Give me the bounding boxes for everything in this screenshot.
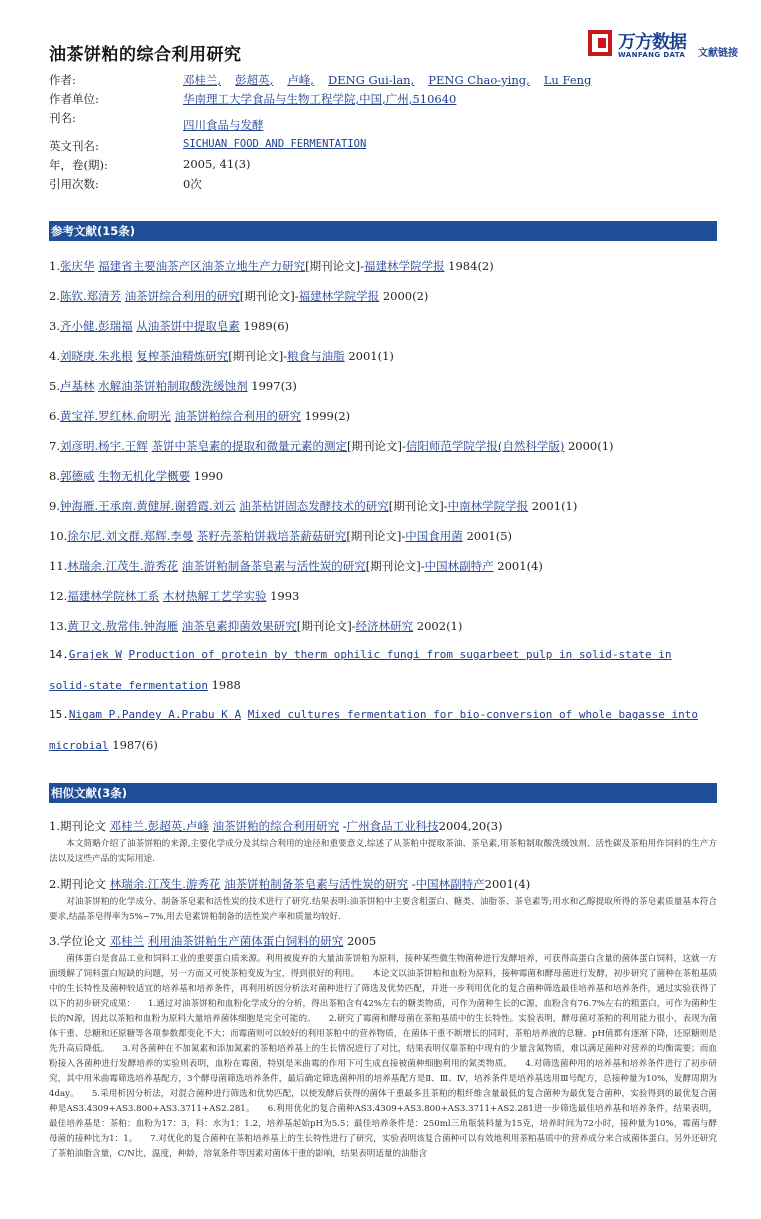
ref-num: 10.	[49, 529, 68, 543]
ref-title[interactable]: Production of protein by therm ophilic fungi from sugarbeet pulp in solid-state in	[128, 648, 672, 661]
similar-abstract: 菌体蛋白是食品工业和饲料工业的重要蛋白质来源。利用被废弃的大量油茶饼粕为原料，接种某些微生物菌种进行发酵培养，可获得高蛋白含量的菌体蛋白饲料，这就一方面缓解了饲料蛋白短缺的问题，另一方面又可使茶粕变废为宝，得到很好的利用。 本论文以油茶饼粕和血粉为原料，接种霉菌和酵母菌进行发酵，初步研究了菌种在茶粕基质中的生长特性及菌种较适宜的培养基和培养条件，再利用析因分析法对菌种进行了筛选及优势匹配，并进一步利用优化的复合菌种筛选最佳培养基和培养条件，通过实验获得了以下的初步研究成果： 1.通过对油茶饼粕和血粉化学成分的分析，得出茶粕含有42%左右的糖类物质，可作为菌种生长的C源，血粉含有76.7%左右的粗蛋白，可作为菌种生长的N源，因此以茶粕和血粉为原料大量培养菌体细胞是完全可能的。 2.研究了霉菌和酵母菌在茶粕基质中的生长特性。实验表明，酵母菌对茶粕的利用能力很小，表现为菌体干重、总糖和还原糖等各项参数都变化不大；而霉菌则可以较好的利用茶粕中的营养物质，在菌体干重不断增长的同时，茶粕培养液的总糖、pH值都有逐渐下降，还原糖则是先升高后降低。 3.对各菌种在不加氮素和添加氮素的茶粕培养基上的生长情况进行了对比，结果表明仅靠茶粕中现有的少量含氮物质，难以满足菌种对营养的均衡需要；而血粉接入各菌种进行发酵培养的实验则表明，血粉在霉菌，特别是米曲霉的作用下可生成直接被菌种细胞利用的氮类物质。 4.对筛选菌种用的培养基和培养条件进行了初步研究，其中用米曲霉筛选培养基配方，3个酵母菌筛选培养条件，最后确定筛选菌种用的培养基配方是Ⅱ、Ⅲ、Ⅳ，培养条件是培养基选用Ⅲ号配方，总接种量为10%，发酵周期为4day。 5.采用析因分析法，对混合菌种进行筛选和优势匹配，以使发酵后获得的菌体干重最多且茶粕的粗纤维含量最低的复合菌种为最优复合菌种，实验得到的最优复合菌种是AS3.4309+AS3.800+AS3.3711+AS2.281。 6.利用优化的复合菌种AS3.4309+AS3.800+AS3.3711+AS2.281进一步筛选最佳培养基和培养条件，结果表明，最佳培养基是：茶粕：血粉为17：3，料：水为1：1.2，培养基起始pH为5.5；最佳培养条件是：250ml三角瓶装料量为15克，培养时间为72小时，接种量为10%，霉菌与酵母菌的接种比为1：1。 7.对优化的复合菌种在茶粕培养基上的生长特性进行了研究，实验表明该复合菌种可以有效地利用茶粕基质中的营养成分来合成菌体蛋白。另外还研究了茶粕油脂含量，C/N比，温度，种龄，溶氧条件等因素对菌体干重的影响，结果表明适量的油脂含	[49, 954, 717, 1159]
reference-item	[49, 588, 299, 604]
sim-tail: 2005	[346, 934, 377, 948]
references-header: 参考文献(15条)	[49, 221, 717, 241]
sim-type: 期刊论文	[59, 819, 106, 833]
ref-tail: 1997(3)	[251, 379, 297, 393]
wanfang-logo[interactable]	[588, 30, 748, 64]
reference-item	[49, 318, 289, 334]
author-label: 作者:	[49, 73, 76, 87]
reference-item	[49, 618, 462, 634]
ref-journal[interactable]: 信阳师范学院学报(自然科学版)	[405, 439, 565, 453]
ref-type: [期刊论文]	[346, 439, 402, 453]
ref-journal[interactable]: 粮食与油脂	[287, 349, 345, 363]
en-journal-label: 英文刊名:	[49, 139, 99, 153]
sim-title[interactable]: 油茶饼粕制备茶皂素与活性炭的研究	[224, 877, 409, 891]
reference-item-cont	[49, 738, 158, 752]
ref-journal[interactable]: 福建林学院学报	[298, 289, 380, 303]
cite-label: 引用次数:	[49, 177, 99, 191]
sim-tail: 2004,20(3)	[438, 819, 503, 833]
reference-item	[49, 528, 512, 544]
ref-title[interactable]: 生物无机化学概要	[98, 469, 191, 483]
ref-type: [期刊论文]	[346, 529, 402, 543]
similar-item-head	[49, 933, 717, 949]
ref-journal[interactable]: 中国食用菌	[405, 529, 463, 543]
reference-item	[49, 408, 350, 424]
ref-title[interactable]: 油茶饼粕制备茶皂素与活性炭的研究	[181, 559, 366, 573]
ref-title[interactable]: 油茶皂素抑菌效果研究	[181, 619, 297, 633]
ref-tail: 2001(1)	[531, 499, 578, 513]
ref-title[interactable]: 水解油茶饼粕制取酸洗缓蚀剂	[98, 379, 248, 393]
reference-item	[49, 438, 614, 454]
similar-item-head	[49, 876, 717, 892]
sim-journal[interactable]: 中国林副特产	[415, 877, 485, 891]
ref-title[interactable]: 福建省主要油茶产区油茶立地生产力研究	[98, 259, 306, 273]
ref-sep: -	[294, 289, 299, 303]
literature-link[interactable]: 文献链接	[698, 48, 738, 59]
ref-num: 3.	[49, 319, 60, 333]
ref-journal[interactable]: 中南林学院学报	[447, 499, 529, 513]
ref-title[interactable]: 茶饼中茶皂素的提取和微量元素的测定	[151, 439, 347, 453]
affiliation-label: 作者单位:	[49, 92, 99, 106]
year-label: 年，卷(期):	[49, 158, 108, 172]
author-link[interactable]: Lu Feng	[543, 73, 592, 87]
ref-type: [期刊论文]	[239, 289, 295, 303]
ref-authors[interactable]: 林瑞余.江茂生.游秀花	[67, 559, 179, 573]
similar-item	[49, 818, 717, 867]
ref-num: 5.	[49, 379, 60, 393]
reference-item	[49, 648, 672, 661]
ref-tail: 2001(5)	[466, 529, 513, 543]
ref-num: 12.	[49, 589, 68, 603]
ref-authors[interactable]: 张庆华	[59, 259, 95, 273]
page-title: 油茶饼粕的综合利用研究	[49, 45, 242, 65]
ref-title[interactable]: 油茶饼粕综合利用的研究	[174, 409, 301, 423]
reference-item	[49, 378, 297, 394]
ref-tail: 1987(6)	[112, 738, 158, 752]
ref-num: 6.	[49, 409, 60, 423]
ref-authors[interactable]: 齐小健.彭瑞福	[59, 319, 133, 333]
ref-journal[interactable]: 福建林学院学报	[364, 259, 445, 273]
journal-link[interactable]: 四川食品与发酵	[183, 118, 264, 132]
ref-num: 8.	[49, 469, 60, 483]
ref-num: 13.	[49, 619, 68, 633]
ref-sep: -	[351, 619, 356, 633]
en-journal-link[interactable]: SICHUAN FOOD AND FERMENTATION	[183, 138, 367, 150]
ref-num: 9.	[49, 499, 60, 513]
ref-type: [期刊论文]	[296, 619, 352, 633]
ref-journal[interactable]: 中国林副特产	[424, 559, 494, 573]
ref-sep: -	[443, 499, 448, 513]
reference-item-cont	[49, 678, 241, 692]
ref-authors[interactable]: 徐尔尼.刘文群.郑辉.李曼	[67, 529, 194, 543]
sim-type: 期刊论文	[59, 877, 106, 891]
similar-item-head	[49, 818, 717, 834]
ref-tail: 2001(1)	[348, 349, 394, 363]
reference-item	[49, 468, 223, 484]
sim-authors[interactable]: 邓桂兰.彭超英.卢峰	[109, 819, 209, 833]
sim-type: 学位论文	[59, 934, 106, 948]
similar-abstract: 本文简略介绍了油茶饼粕的来源,主要化学成分及其综合利用的途径和重要意义,综述了从茶粕中提取茶油、茶皂素,用茶粕制取酸洗缓蚀剂、活性碳及茶粕用作饲料的生产方法以及这些产品的实际用途.	[49, 839, 717, 864]
author-link[interactable]: 邓桂兰,	[183, 73, 222, 87]
ref-title[interactable]: 复榨茶油精炼研究	[136, 349, 229, 363]
similar-item	[49, 876, 717, 925]
ref-authors[interactable]: Grajek W	[68, 648, 122, 661]
logo-cn-text: 万方数据	[618, 32, 686, 53]
ref-sep: -	[401, 529, 406, 543]
ref-title[interactable]: 油茶饼综合利用的研究	[124, 289, 240, 303]
sim-sep: -	[408, 877, 416, 891]
ref-type: [期刊论文]	[365, 559, 421, 573]
ref-sep: -	[283, 349, 288, 363]
sim-num: 3.	[49, 934, 60, 948]
ref-num: 14.	[49, 648, 69, 661]
sim-sep: -	[339, 819, 347, 833]
ref-authors[interactable]: 钟海雁.王承南.黄健屏.谢碧霞.刘云	[59, 499, 236, 513]
similar-item	[49, 933, 717, 1162]
ref-num: 7.	[49, 439, 60, 453]
author-link[interactable]: DENG Gui-lan,	[327, 73, 415, 87]
reference-item	[49, 288, 428, 304]
ref-type: [期刊论文]	[305, 259, 361, 273]
ref-tail: 1990	[193, 469, 224, 483]
ref-authors[interactable]: 陈钦.郑清芳	[59, 289, 122, 303]
ref-sep: -	[420, 559, 425, 573]
ref-num: 15.	[49, 708, 69, 721]
logo-en-text: WANFANG DATA	[618, 51, 686, 59]
ref-authors[interactable]: 福建林学院林工系	[67, 589, 160, 603]
ref-title[interactable]: 从油茶饼中提取皂素	[136, 319, 240, 333]
ref-authors[interactable]: 郭德威	[59, 469, 95, 483]
reference-item	[49, 348, 394, 364]
ref-authors[interactable]: 黄卫文.敖常伟.钟海雁	[67, 619, 179, 633]
sim-authors[interactable]: 邓桂兰	[109, 934, 145, 948]
author-link[interactable]: 彭超英,	[235, 73, 274, 87]
ref-title[interactable]: 油茶枯饼固态发酵技术的研究	[239, 499, 389, 513]
affiliation-link[interactable]: 华南理工大学食品与生物工程学院,中国,广州,510640	[183, 92, 457, 106]
similar-header: 相似文献(3条)	[49, 783, 717, 803]
ref-num: 4.	[49, 349, 60, 363]
ref-num: 1.	[49, 259, 60, 273]
ref-tail: 2001(4)	[497, 559, 543, 573]
cite-value: 0次	[183, 177, 202, 191]
ref-title[interactable]: solid-state fermentation	[49, 679, 208, 692]
sim-title[interactable]: 油茶饼粕的综合利用研究	[212, 819, 340, 833]
author-list	[183, 72, 605, 88]
ref-authors[interactable]: 刘彦明.杨宇.王辉	[59, 439, 148, 453]
ref-authors[interactable]: 黄宝祥.罗红林.俞明光	[59, 409, 171, 423]
wanfang-logo-icon	[588, 30, 612, 56]
year-value: 2005, 41(3)	[183, 157, 251, 171]
ref-journal[interactable]: 经济林研究	[355, 619, 414, 633]
ref-tail: 1988	[211, 678, 241, 692]
author-link[interactable]: PENG Chao-ying,	[428, 73, 530, 87]
similar-abstract: 对油茶饼粕的化学成分、制备茶皂素和活性炭的技术进行了研究.结果表明:油茶饼粕中主要含粗蛋白、糖类、油脂茶、茶皂素等;用水和乙醇提取所得的茶皂素质量基本符合要求,结晶茶皂得率为5%~7%,用去皂素饼粕制备的活性炭产率和质量均较好.	[49, 897, 717, 922]
sim-authors[interactable]: 林瑞余.江茂生.游秀花	[109, 877, 221, 891]
ref-title[interactable]: microbial	[49, 739, 109, 752]
ref-title[interactable]: 茶籽壳茶粕饼栽培茶薪菇研究	[196, 529, 347, 543]
author-link[interactable]: 卢峰,	[287, 73, 314, 87]
reference-item	[49, 558, 543, 574]
reference-item	[49, 708, 698, 721]
ref-title[interactable]: Mixed cultures fermentation for bio-conversion of whole bagasse into	[247, 708, 699, 721]
ref-authors[interactable]: 卢基林	[59, 379, 95, 393]
reference-item	[49, 258, 494, 274]
ref-title[interactable]: 木材热解工艺学实验	[162, 589, 267, 603]
journal-label: 刊名:	[49, 111, 76, 125]
ref-sep: -	[401, 439, 406, 453]
ref-type: [期刊论文]	[388, 499, 444, 513]
ref-tail: 2000(1)	[567, 439, 614, 453]
ref-type: [期刊论文]	[228, 349, 284, 363]
sim-tail: 2001(4)	[484, 877, 531, 891]
ref-num: 2.	[49, 289, 60, 303]
sim-num: 2.	[49, 877, 60, 891]
ref-tail: 1989(6)	[243, 319, 290, 333]
reference-item	[49, 498, 577, 514]
sim-num: 1.	[49, 819, 60, 833]
sim-journal[interactable]: 广州食品工业科技	[346, 819, 439, 833]
ref-tail: 2002(1)	[416, 619, 463, 633]
ref-authors[interactable]: Nigam P.Pandey A.Prabu K A	[68, 708, 242, 721]
sim-title[interactable]: 利用油茶饼粕生产菌体蛋白饲料的研究	[147, 934, 344, 948]
ref-sep: -	[360, 259, 365, 273]
ref-authors[interactable]: 刘晓庚.朱兆根	[59, 349, 133, 363]
ref-tail: 1999(2)	[304, 409, 351, 423]
ref-tail: 1993	[270, 589, 300, 603]
ref-num: 11.	[49, 559, 68, 573]
ref-tail: 2000(2)	[382, 289, 429, 303]
ref-tail: 1984(2)	[448, 259, 494, 273]
